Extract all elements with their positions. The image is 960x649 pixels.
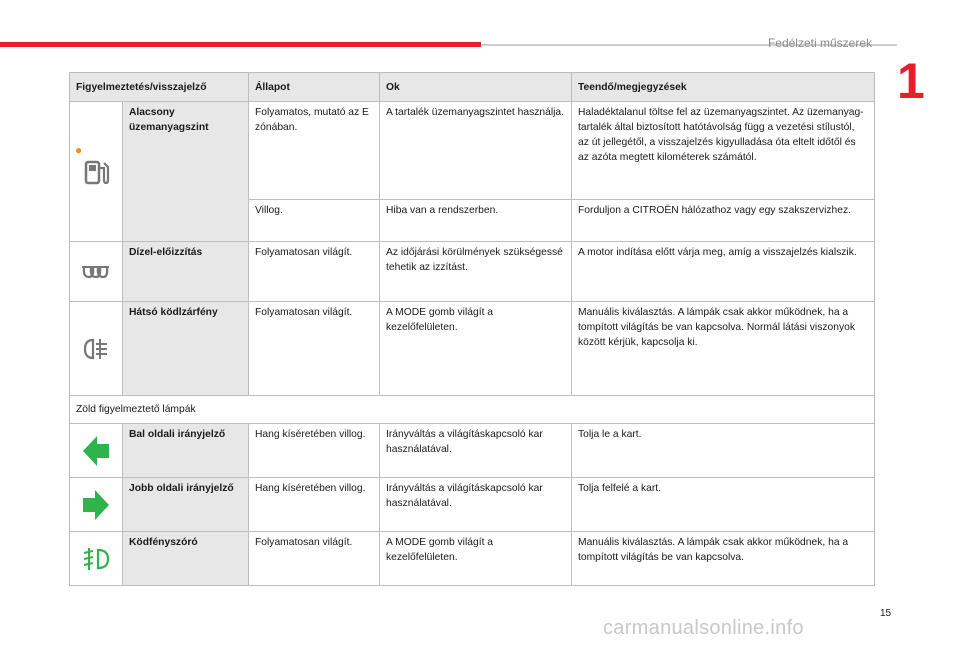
warning-name: Alacsony üzemanyagszint [123,102,249,242]
cause-cell: A MODE gomb világít a kezelőfelületen. [380,532,572,586]
warning-lights-table [69,72,875,586]
table-row [70,532,875,586]
state-cell: Hang kíséretében villog. [249,424,380,478]
table-row [70,102,875,200]
page-number: 15 [880,608,892,619]
chapter-number: 1 [897,53,925,109]
section-row [70,396,875,424]
table-row [70,478,875,532]
action-cell: Manuális kiválasztás. A lámpák csak akkor működnek, ha a tompított világítás be van kapcsolva. [572,532,875,586]
watermark: carmanualsonline.info [603,617,804,639]
action-cell: Manuális kiválasztás. A lámpák csak akkor működnek, ha a tompított világítás be van kapcsolva. Normál látási viszonyok között kérjük, kapcsolja ki. [572,302,875,396]
rear-fog-lamp-icon [81,337,111,361]
action-cell: A motor indítása előtt várja meg, amíg a visszajelzés kialszik. [572,242,875,302]
action-cell: Forduljon a CITROËN hálózathoz vagy egy szakszervizhez. [572,200,875,242]
state-cell: Hang kíséretében villog. [249,478,380,532]
state-cell: Villog. [249,200,380,242]
cause-cell: A tartalék üzemanyagszintet használja. [380,102,572,200]
column-header: Teendő/megjegyzések [572,73,875,102]
cause-cell: Hiba van a rendszerben. [380,200,572,242]
header-red-bar [0,42,481,47]
icon-cell [70,302,123,396]
column-header: Állapot [249,73,380,102]
action-cell: Tolja felfelé a kart. [572,478,875,532]
cause-cell: Irányváltás a világításkapcsoló kar használatával. [380,478,572,532]
warning-name: Bal oldali irányjelző [123,424,249,478]
warning-name: Ködfényszóró [123,532,249,586]
state-cell: Folyamatosan világít. [249,242,380,302]
column-header: Figyelmeztetés/visszajelző [70,73,249,102]
left-arrow-icon [82,433,110,469]
action-cell: Haladéktalanul töltse fel az üzemanyagszintet. Az üzemanyag-tartalék által biztosított hatótávolság függ a vezetési stílustól, az út jellegétől, a visszajelzés kigyulladása óta eltelt időtől és az azóta megtett kilométerek számától. [572,102,875,200]
cause-cell: Irányváltás a világításkapcsoló kar használatával. [380,424,572,478]
icon-cell [70,242,123,302]
fuel-pump-icon [80,156,112,188]
icon-cell [70,424,123,478]
icon-cell [70,102,123,242]
table-row [70,424,875,478]
warning-name: Dízel-előizzítás [123,242,249,302]
table-header-row [70,73,875,102]
warning-name: Hátsó ködlzárfény [123,302,249,396]
column-header: Ok [380,73,572,102]
state-cell: Folyamatosan világít. [249,532,380,586]
action-cell: Tolja le a kart. [572,424,875,478]
table-row [70,302,875,396]
glow-plug-icon [80,262,112,282]
right-arrow-icon [82,487,110,523]
icon-cell [70,532,123,586]
table-row [70,242,875,302]
section-title: Fedélzeti műszerek [767,36,872,50]
cause-cell: Az időjárási körülmények szükségessé tehetik az izzítást. [380,242,572,302]
warning-name: Jobb oldali irányjelző [123,478,249,532]
state-cell: Folyamatos, mutató az E zónában. [249,102,380,200]
front-fog-lamp-icon [81,547,111,571]
icon-cell [70,478,123,532]
cause-cell: A MODE gomb világít a kezelőfelületen. [380,302,572,396]
section-heading: Zöld figyelmeztető lámpák [70,396,875,424]
orange-indicator-icon: ● [75,143,83,157]
state-cell: Folyamatosan világít. [249,302,380,396]
